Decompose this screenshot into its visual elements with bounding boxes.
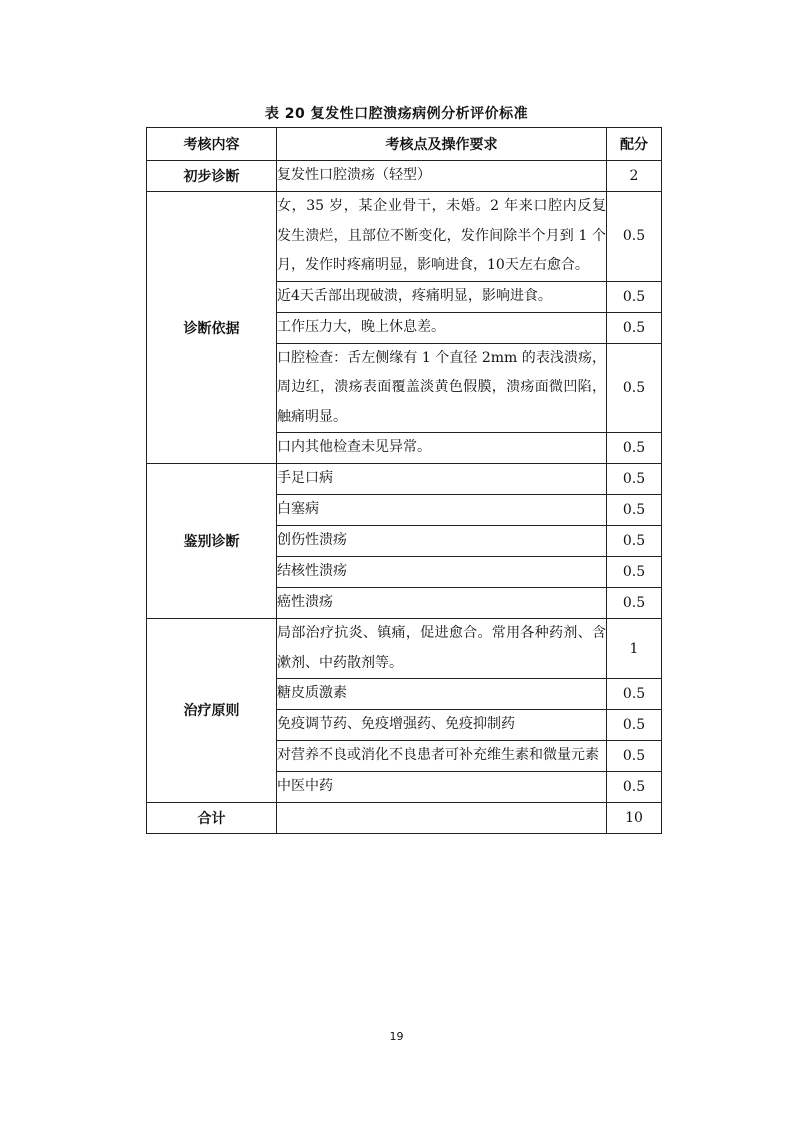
item-text: 复发性口腔溃疡（轻型） [277, 161, 607, 192]
header-score: 配分 [607, 128, 662, 161]
table-header-row [147, 128, 662, 161]
total-score: 10 [607, 802, 662, 833]
item-text: 白塞病 [277, 495, 607, 526]
item-score: 0.5 [607, 192, 662, 282]
item-score: 0.5 [607, 312, 662, 343]
item-text: 结核性溃疡 [277, 557, 607, 588]
table-row [147, 464, 662, 495]
item-score: 0.5 [607, 741, 662, 772]
item-score: 0.5 [607, 557, 662, 588]
item-text: 工作压力大，晚上休息差。 [277, 312, 607, 343]
item-text: 免疫调节药、免疫增强药、免疫抑制药 [277, 710, 607, 741]
evaluation-table [146, 127, 662, 834]
item-score: 0.5 [607, 495, 662, 526]
item-score: 0.5 [607, 679, 662, 710]
table-row [147, 619, 662, 679]
item-text: 口腔检查：舌左侧缘有 1 个直径 2mm 的表浅溃疡，周边红，溃疡表面覆盖淡黄色假膜，溃疡面微凹陷，触痛明显。 [277, 343, 607, 433]
item-score: 1 [607, 619, 662, 679]
item-score: 0.5 [607, 464, 662, 495]
category-diagnosis-basis: 诊断依据 [147, 192, 277, 464]
item-score: 0.5 [607, 710, 662, 741]
category-differential-diagnosis: 鉴别诊断 [147, 464, 277, 619]
item-text: 手足口病 [277, 464, 607, 495]
item-text: 创伤性溃疡 [277, 526, 607, 557]
category-treatment-principle: 治疗原则 [147, 619, 277, 803]
item-score: 0.5 [607, 343, 662, 433]
item-text: 女，35 岁，某企业骨干，未婚。2 年来口腔内反复发生溃烂，且部位不断变化，发作间除半个月到 1 个月，发作时疼痛明显，影响进食，10天左右愈合。 [277, 192, 607, 282]
page-number: 19 [389, 1030, 404, 1043]
item-text: 癌性溃疡 [277, 588, 607, 619]
item-text: 对营养不良或消化不良患者可补充维生素和微量元素 [277, 741, 607, 772]
item-text: 近4天舌部出现破溃，疼痛明显，影响进食。 [277, 281, 607, 312]
item-text: 局部治疗抗炎、镇痛，促进愈合。常用各种药剂、含漱剂、中药散剂等。 [277, 619, 607, 679]
total-text [277, 802, 607, 833]
item-text: 口内其他检查未见异常。 [277, 433, 607, 464]
category-total: 合计 [147, 802, 277, 833]
item-score: 2 [607, 161, 662, 192]
table-row [147, 161, 662, 192]
item-text: 中医中药 [277, 771, 607, 802]
total-row [147, 802, 662, 833]
header-content: 考核内容 [147, 128, 277, 161]
item-score: 0.5 [607, 526, 662, 557]
item-score: 0.5 [607, 281, 662, 312]
item-score: 0.5 [607, 771, 662, 802]
table-row [147, 192, 662, 282]
header-points: 考核点及操作要求 [277, 128, 607, 161]
category-initial-diagnosis: 初步诊断 [147, 161, 277, 192]
table-caption: 表 20 复发性口腔溃疡病例分析评价标准 [264, 106, 529, 122]
item-score: 0.5 [607, 588, 662, 619]
item-score: 0.5 [607, 433, 662, 464]
item-text: 糖皮质激素 [277, 679, 607, 710]
